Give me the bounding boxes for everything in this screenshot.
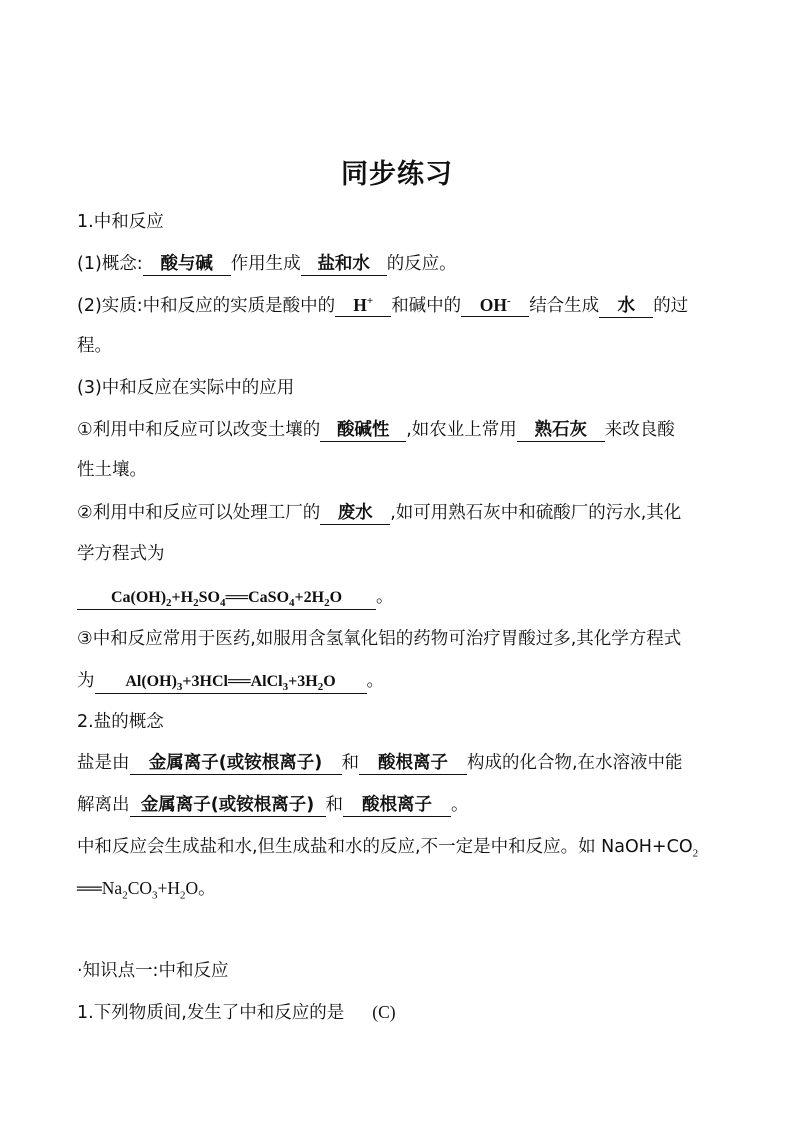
note-line: 中和反应会生成盐和水,但生成盐和水的反应,不一定是中和反应。如 $NaOH+CO_2$ <box>77 837 699 860</box>
note-line-cont: $══Na_2CO_3+H_2O$。 <box>77 878 216 902</box>
answer-blank-metal-ion-2: 金属离子(或铵根离子) <box>130 794 326 817</box>
application-1-cont: 性土壤。 <box>77 460 147 480</box>
answer-blank-equation-1: $Ca(OH)_2+H_2SO_4══CaSO_4+2H_2O$ <box>77 587 376 610</box>
knowledge-point-heading: ·知识点一:中和反应 <box>77 961 229 981</box>
section-1-heading: 1.中和反应 <box>77 212 164 232</box>
equation-1-line: $Ca(OH)_2+H_2SO_4══CaSO_4+2H_2O$ 。 <box>77 585 722 610</box>
page-title: 同步练习 <box>341 159 453 190</box>
answer-blank-salt-water: 盐和水 <box>301 253 387 276</box>
application-2-cont: 学方程式为 <box>77 544 165 564</box>
salt-line: 盐是由 金属离子(或铵根离子) 和 酸根离子 构成的化合物,在水溶液中能 <box>77 753 683 773</box>
answer-blank-oh-ion: OH- <box>461 294 529 317</box>
answer-blank-acid-radical: 酸根离子 <box>359 752 467 775</box>
answer-blank-acid-radical-2: 酸根离子 <box>343 794 451 817</box>
answer-blank-acidity: 酸碱性 <box>320 419 406 442</box>
essence-line: (2)实质:中和反应的实质是酸中的 H+ 和碱中的 OH- 结合生成 水 的过 <box>77 295 689 316</box>
question-1-answer: (C) <box>372 1002 396 1022</box>
answer-blank-metal-ion: 金属离子(或铵根离子) <box>130 752 342 775</box>
question-1: 1.下列物质间,发生了中和反应的是 (C) <box>77 1002 396 1023</box>
application-heading: (3)中和反应在实际中的应用 <box>77 378 295 398</box>
section-2-heading: 2.盐的概念 <box>77 712 164 732</box>
essence-line-cont: 程。 <box>77 336 112 356</box>
answer-blank-h-ion: H+ <box>335 294 391 317</box>
concept-line: (1)概念: 酸与碱 作用生成 盐和水 的反应。 <box>77 254 457 274</box>
application-2-line: ②利用中和反应可以处理工厂的 废水 ,如可用熟石灰中和硫酸厂的污水,其化 <box>77 503 682 523</box>
equation-2-line: 为 $Al(OH)_3+3HCl══AlCl_3+3H_2O$ 。 <box>77 671 384 694</box>
answer-blank-slaked-lime: 熟石灰 <box>517 419 605 442</box>
answer-blank-acid-base: 酸与碱 <box>143 253 231 276</box>
application-3-line: ③中和反应常用于医药,如服用含氢氧化铝的药物可治疗胃酸过多,其化学方程式 <box>77 629 682 649</box>
salt-line-cont: 解离出 金属离子(或铵根离子) 和 酸根离子 。 <box>77 795 469 815</box>
application-1-line: ①利用中和反应可以改变土壤的 酸碱性 ,如农业上常用 熟石灰 来改良酸 <box>77 420 675 440</box>
answer-blank-wastewater: 废水 <box>320 502 390 525</box>
answer-blank-water: 水 <box>599 295 653 318</box>
answer-blank-equation-2: $Al(OH)_3+3HCl══AlCl_3+3H_2O$ <box>95 671 367 694</box>
